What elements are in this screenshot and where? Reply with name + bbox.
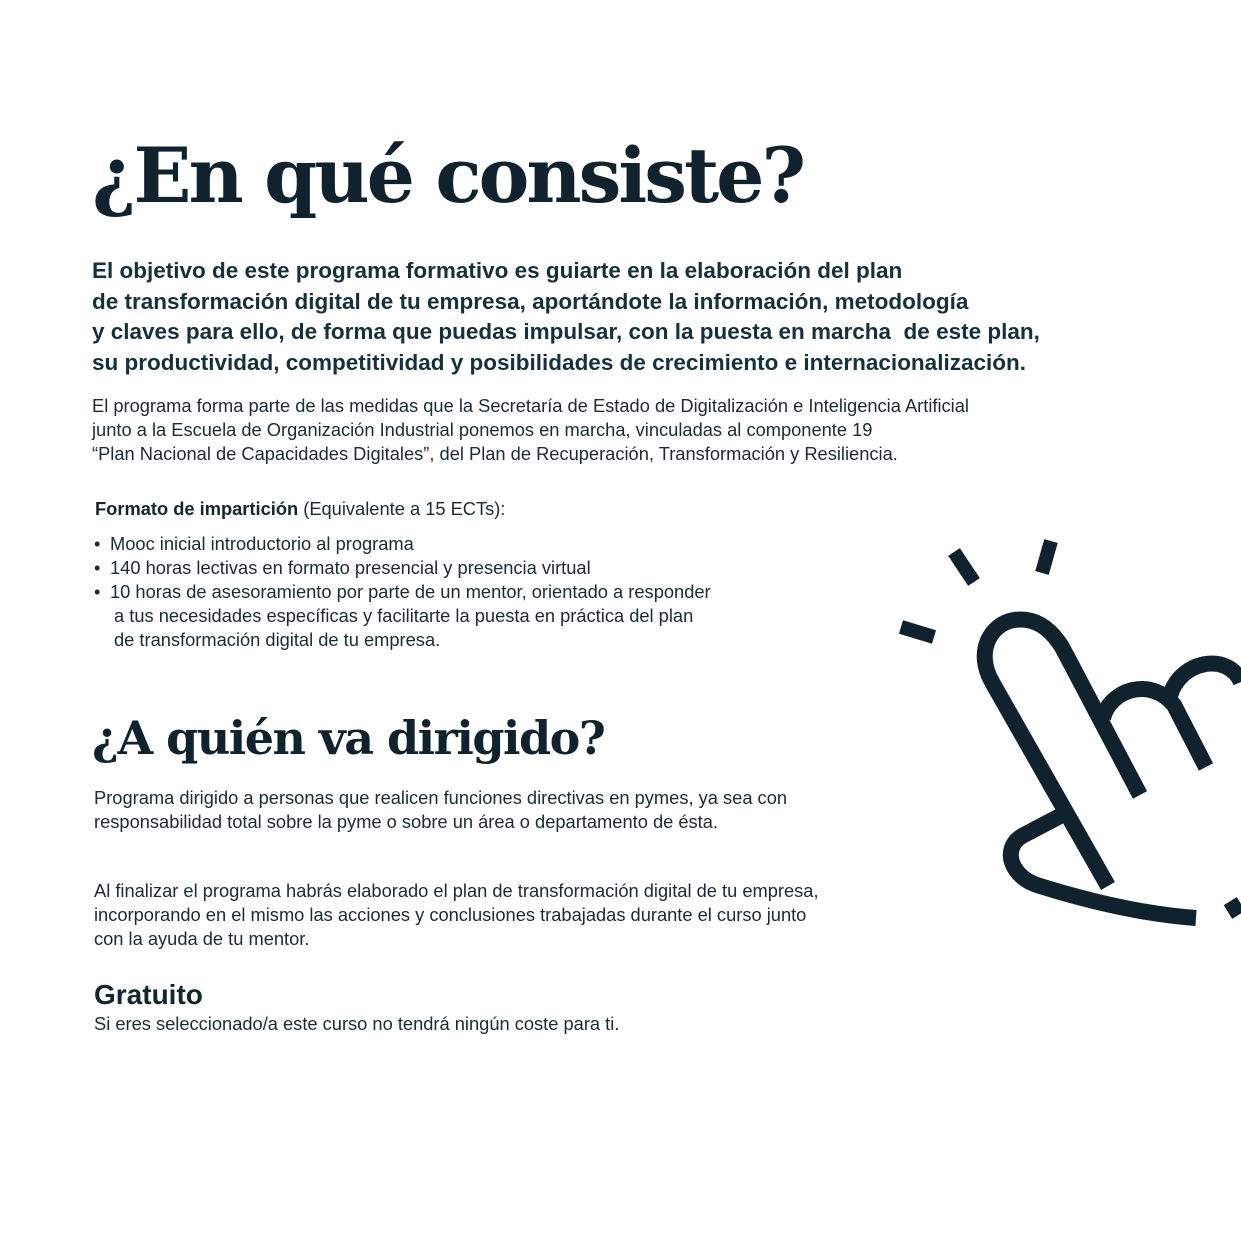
bullet-icon: • (94, 557, 101, 578)
context-line: “Plan Nacional de Capacidades Digitales”, del Plan de Recuperación, Transformación y Resiliencia. (92, 443, 898, 464)
bullet-icon: • (94, 533, 101, 554)
audience-paragraph (94, 786, 787, 833)
outcome-line: con la ayuda de tu mentor. (94, 928, 310, 949)
format-list (92, 532, 711, 652)
list-item-text: Mooc inicial introductorio al programa (110, 533, 414, 554)
intro-line: El objetivo de este programa formativo es guiarte en la elaboración del plan (92, 258, 903, 283)
bullet-icon: • (94, 581, 101, 602)
list-item-text: de transformación digital de tu empresa. (114, 629, 441, 650)
audience-line: responsabilidad total sobre la pyme o sobre un área o departamento de ésta. (94, 810, 718, 832)
format-label: Formato de impartición (95, 498, 299, 519)
intro-line: y claves para ello, de forma que puedas impulsar, con la puesta en marcha de este plan, (92, 319, 1040, 344)
outcome-line: incorporando en el mismo las acciones y conclusiones trabajadas durante el curso junto (94, 904, 807, 925)
context-line: El programa forma parte de las medidas que la Secretaría de Estado de Digitalización e Inteligencia Artificial (92, 395, 969, 416)
format-equivalence: (Equivalente a 15 ECTs): (298, 498, 506, 519)
list-item-text: 10 horas de asesoramiento por parte de un mentor, orientado a responder (110, 581, 711, 602)
outcome-line: Al finalizar el programa habrás elaborado el plan de transformación digital de tu empresa, (94, 880, 819, 901)
section-title: ¿A quién va dirigido? (92, 711, 605, 765)
list-item (92, 532, 711, 556)
intro-line: su productividad, competitividad y posibilidades de crecimiento e internacionalización. (92, 349, 1026, 375)
program-context-paragraph (92, 394, 969, 466)
list-item (92, 580, 711, 652)
format-heading (95, 497, 505, 521)
pointing-hand-click-icon (880, 520, 1241, 950)
pricing-heading: Gratuito (94, 979, 203, 1010)
list-item-text: 140 horas lectivas en formato presencial y presencia virtual (110, 557, 591, 578)
intro-paragraph (92, 256, 1040, 378)
list-item-text: a tus necesidades específicas y facilitarte la puesta en práctica del plan (114, 605, 694, 626)
intro-line: de transformación digital de tu empresa, aportándote la información, metodología (92, 288, 969, 314)
outcome-paragraph (94, 879, 819, 951)
page-title: ¿En qué consiste? (92, 131, 804, 220)
audience-line: Programa dirigido a personas que realicen funciones directivas en pymes, ya sea con (94, 787, 788, 808)
context-line: junto a la Escuela de Organización Industrial ponemos en marcha, vinculadas al componente 19 (92, 419, 873, 440)
list-item (92, 556, 711, 580)
pricing-text: Si eres seleccionado/a este curso no tendrá ningún coste para ti. (94, 1013, 620, 1034)
